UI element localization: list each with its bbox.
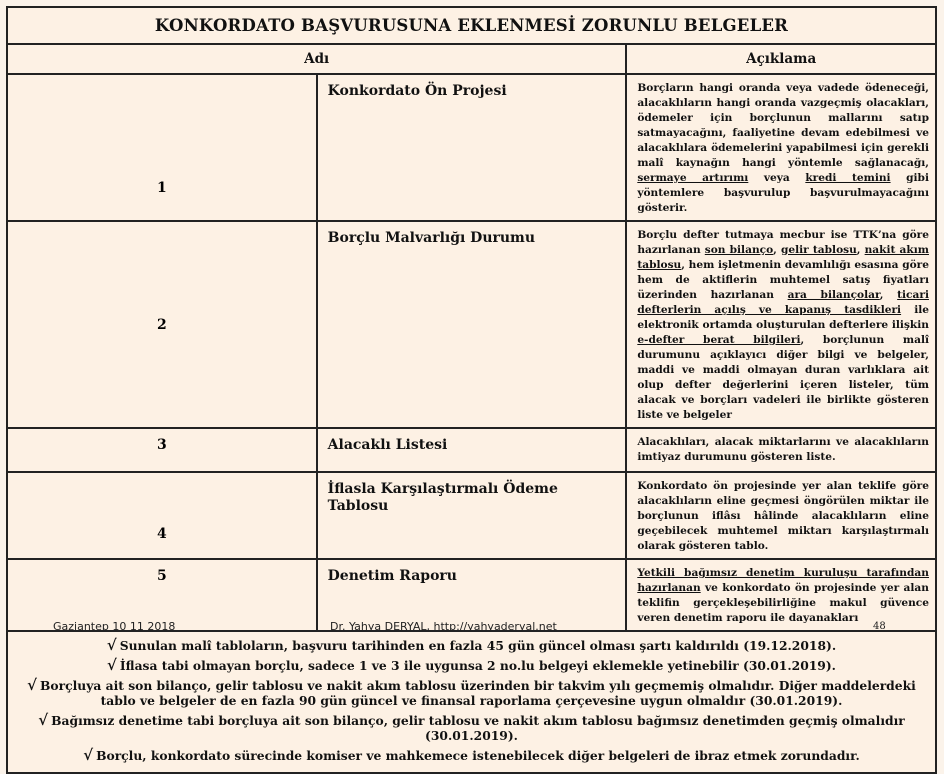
notes-section: [7, 631, 936, 773]
document-description: [626, 221, 936, 428]
table-title: KONKORDATO BAŞVURUSUNA EKLENMESİ ZORUNLU BELGELER: [7, 7, 936, 44]
document-description: [626, 428, 936, 472]
document-name: İflasla Karşılaştırmalı Ödeme Tablosu: [317, 472, 627, 559]
document-name: Denetim Raporu: [317, 559, 627, 631]
document-name: Borçlu Malvarlığı Durumu: [317, 221, 627, 428]
note-item: [12, 713, 931, 743]
description-text: ve konkordato ön projesinde yer alan teklifin gerçekleşebilirliğine makul güvence veren denetim raporu ile dayanakları: [637, 582, 929, 624]
note-item: [12, 658, 931, 673]
documents-table: [6, 6, 937, 774]
underlined-term: gelir tablosu: [780, 244, 857, 256]
note-item: [12, 678, 931, 708]
header-description: Açıklama: [626, 44, 936, 74]
description-text: Konkordato ön projesinde yer alan teklife göre alacaklıların eline geçmesi öngörülen miktar ile borçlunun iflâsı hâlinde alacaklıların eline geçebilecek muhtemel miktarı karşılaştırmalı olarak gösteren tablo.: [637, 480, 929, 552]
document-description: [626, 472, 936, 559]
underlined-term: ara bilançolar: [787, 289, 880, 301]
table-row: [7, 74, 936, 221]
table-row: [7, 428, 936, 472]
description-text: Borçların hangi oranda veya vadede ödeneceği, alacaklıların hangi oranda vazgeçmiş olacakları, ödemeler için borçlunun mallarını satıp satmayacağını, faaliyetine devam edebilmesi ve alacaklılara ödemelerini yapabilmesi için gerekli malî kaynağın hangi yöntemle sağlanacağı,: [637, 82, 929, 169]
footer-author: Dr. Yahya DERYAL, http://yahyaderyal.net: [330, 620, 557, 633]
checkmark-icon: √: [107, 656, 117, 674]
row-number: 2: [7, 221, 317, 428]
table-row: [7, 472, 936, 559]
note-text: İflasa tabi olmayan borçlu, sadece 1 ve 3 ile uygunsa 2 no.lu belgeyi eklemekle yetinebilir (30.01.2019).: [119, 658, 836, 673]
description-text: , borçlunun malî durumunu açıklayıcı diğer bilgi ve belgeler, maddi ve maddi olmayan duran varlıklara ait olup defter değerlerini içeren listeler, tüm alacak ve borçları vadeleri ile birlikte gösteren liste ve belgeler: [637, 334, 929, 421]
description-text: Alacaklıları, alacak miktarlarını ve alacaklıların imtiyaz durumunu gösteren liste.: [637, 436, 929, 463]
description-text: ,: [879, 289, 898, 301]
note-text: Sunulan malî tabloların, başvuru tarihinden en fazla 45 gün güncel olması şartı kaldırıldı (19.12.2018).: [119, 638, 837, 653]
description-text: veya: [748, 172, 806, 184]
table-row: [7, 221, 936, 428]
description-text: gibi yöntemlere başvurulup başvurulmayacağını gösterir.: [637, 172, 929, 214]
checkmark-icon: √: [83, 746, 94, 764]
underlined-term: ticari defterlerin açılış ve kapanış tasdikleri: [637, 289, 929, 316]
note-text: Borçlu, konkordato sürecinde komiser ve mahkemece istenebilecek diğer belgeleri de ibraz etmek zorundadır.: [96, 748, 860, 763]
underlined-term: nakit akım tablosu: [637, 244, 929, 271]
underlined-term: sermaye artırımı: [637, 172, 749, 184]
note-item: [12, 748, 931, 763]
document-description: [626, 74, 936, 221]
underlined-term: Yetkili bağımsız denetim kuruluşu tarafından hazırlanan: [637, 567, 929, 594]
description-text: Borçlu defter tutmaya mecbur ise TTK’na göre hazırlanan: [637, 229, 929, 256]
description-text: ,: [856, 244, 865, 256]
document-name: Konkordato Ön Projesi: [317, 74, 627, 221]
row-number: 5: [7, 559, 317, 631]
underlined-term: e-defter berat bilgileri: [637, 334, 801, 346]
underlined-term: son bilanço: [704, 244, 774, 256]
checkmark-icon: √: [38, 711, 49, 729]
note-text: Borçluya ait son bilanço, gelir tablosu ve nakit akım tablosu üzerinden bir takvim yılı geçmemiş olmalıdır. Diğer maddelerdeki tablo ve belgeler de en fazla 90 gün güncel ve finansal raporlama çerçevesine uygun olmaldır (30.01.2019).: [40, 678, 916, 708]
checkmark-icon: √: [106, 636, 117, 654]
header-name: Adı: [7, 44, 626, 74]
note-text: Bağımsız denetime tabi borçluya ait son bilanço, gelir tablosu ve nakit akım tablosu bağımsız denetimden geçmiş olmalıdır (30.01.2019).: [51, 713, 905, 743]
description-text: , hem işletmenin devamlılığı esasına göre hem de aktiflerin muhtemel satış fiyatları üzerinden hazırlanan: [637, 259, 929, 301]
row-number: 3: [7, 428, 317, 472]
page-number: 48: [873, 621, 886, 632]
note-item: [12, 638, 931, 653]
underlined-term: kredi temini: [805, 172, 891, 184]
description-text: ile elektronik ortamda oluşturulan defterlere ilişkin: [637, 304, 929, 331]
row-number: 4: [7, 472, 317, 559]
document-description: [626, 559, 936, 631]
footer-location-date: Gaziantep 10 11 2018: [53, 620, 176, 633]
checkmark-icon: √: [27, 676, 38, 694]
document-name: Alacaklı Listesi: [317, 428, 627, 472]
row-number: 1: [7, 74, 317, 221]
description-text: ,: [773, 244, 781, 256]
